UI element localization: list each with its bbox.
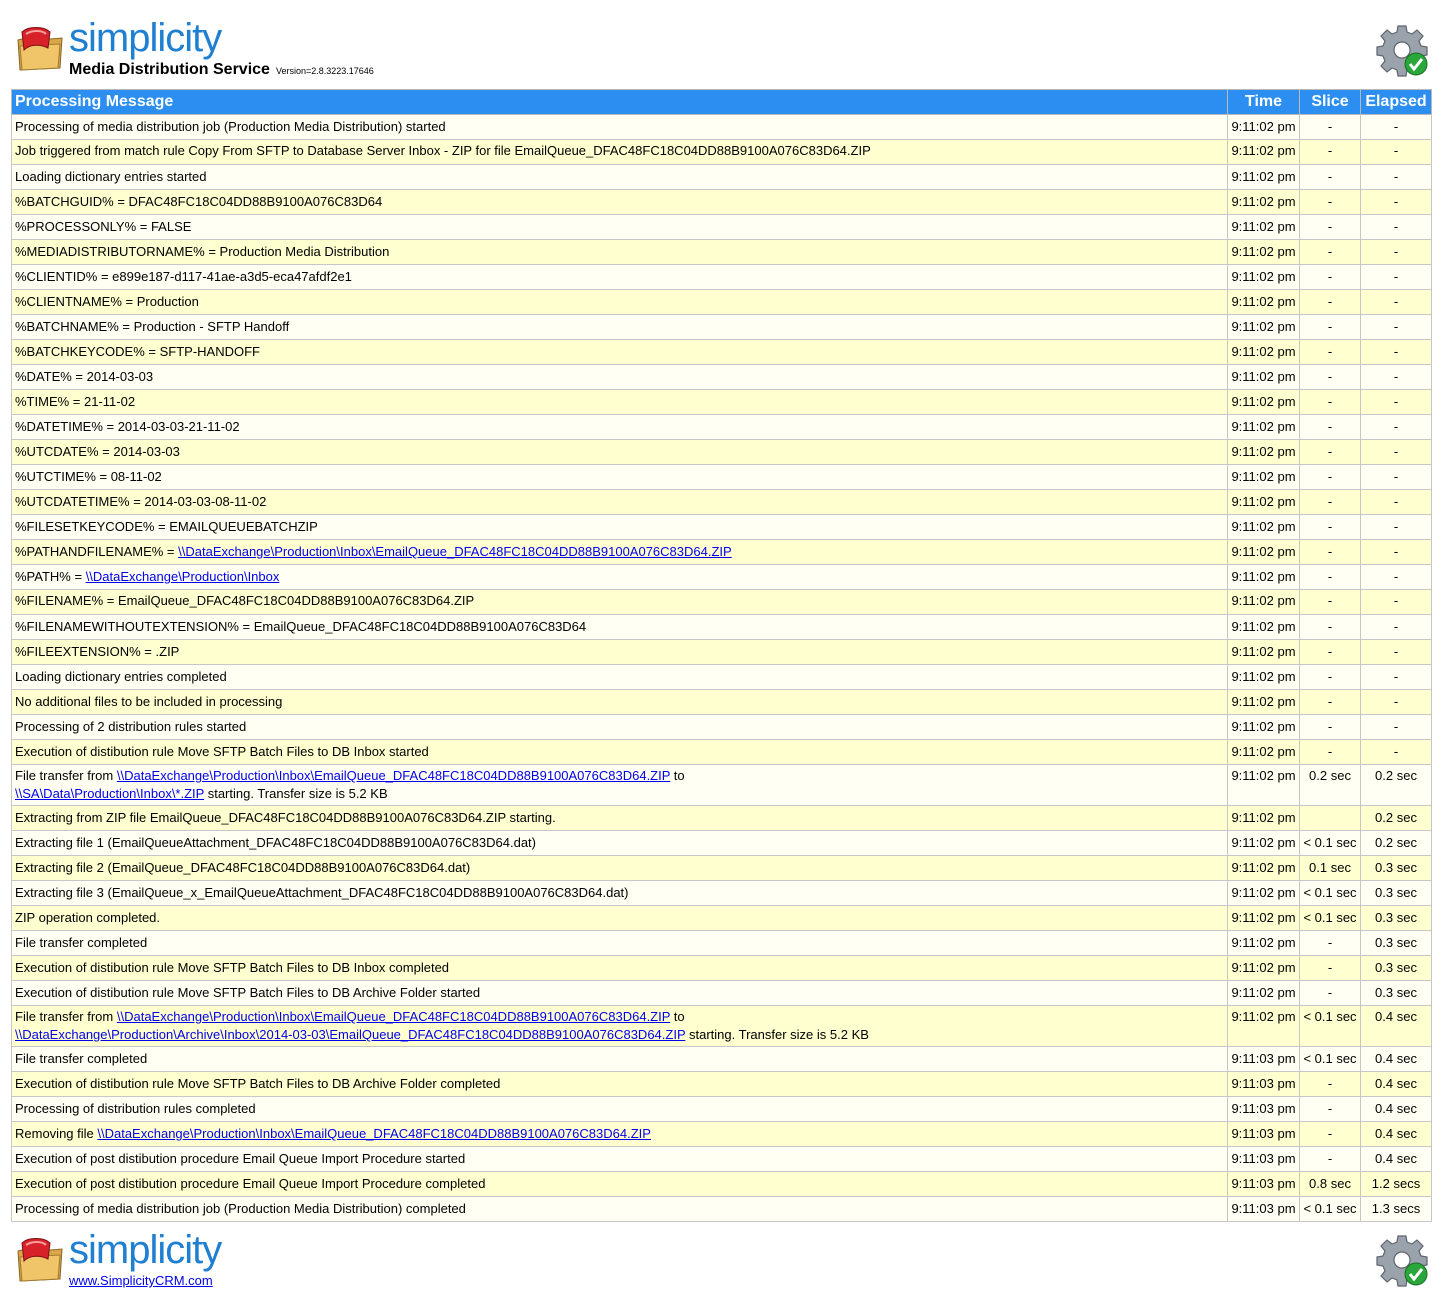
- time-cell: 9:11:03 pm: [1228, 1147, 1300, 1172]
- message-cell: [12, 215, 1228, 240]
- elapsed-cell: -: [1361, 740, 1432, 765]
- time-cell: 9:11:02 pm: [1228, 390, 1300, 415]
- gear-check-icon: [1374, 22, 1430, 78]
- time-cell: 9:11:02 pm: [1228, 240, 1300, 265]
- time-cell: 9:11:02 pm: [1228, 831, 1300, 856]
- slice-cell: 0.2 sec: [1300, 765, 1361, 806]
- elapsed-cell: -: [1361, 165, 1432, 190]
- table-row: [12, 165, 1432, 190]
- message-text: Job triggered from match rule Copy From SFTP to Database Server Inbox - ZIP for file EmailQueue_DFAC48FC18C04DD88B9100A076C83D64.ZIP: [15, 143, 871, 158]
- message-cell: [12, 1072, 1228, 1097]
- elapsed-cell: -: [1361, 590, 1432, 615]
- elapsed-cell: -: [1361, 140, 1432, 165]
- table-row: [12, 515, 1432, 540]
- table-row: [12, 981, 1432, 1006]
- message-cell: [12, 665, 1228, 690]
- elapsed-cell: 0.2 sec: [1361, 831, 1432, 856]
- elapsed-cell: -: [1361, 290, 1432, 315]
- time-cell: 9:11:02 pm: [1228, 515, 1300, 540]
- time-cell: 9:11:02 pm: [1228, 540, 1300, 565]
- time-cell: 9:11:02 pm: [1228, 615, 1300, 640]
- slice-cell: < 0.1 sec: [1300, 881, 1361, 906]
- slice-cell: -: [1300, 640, 1361, 665]
- slice-cell: -: [1300, 140, 1361, 165]
- message-text: Extracting file 1 (EmailQueueAttachment_DFAC48FC18C04DD88B9100A076C83D64.dat): [15, 835, 537, 850]
- time-cell: 9:11:02 pm: [1228, 715, 1300, 740]
- message-text: Loading dictionary entries started: [15, 169, 207, 184]
- table-header-row: [12, 90, 1432, 115]
- slice-cell: -: [1300, 465, 1361, 490]
- message-text: Extracting file 3 (EmailQueue_x_EmailQueueAttachment_DFAC48FC18C04DD88B9100A076C83D64.dat): [15, 885, 629, 900]
- elapsed-cell: -: [1361, 665, 1432, 690]
- elapsed-cell: -: [1361, 540, 1432, 565]
- message-text: Processing of 2 distribution rules started: [15, 719, 247, 734]
- message-text: %BATCHKEYCODE% = SFTP-HANDOFF: [15, 344, 260, 359]
- slice-cell: -: [1300, 240, 1361, 265]
- table-row: [12, 1097, 1432, 1122]
- elapsed-cell: 0.4 sec: [1361, 1006, 1432, 1047]
- time-cell: 9:11:03 pm: [1228, 1122, 1300, 1147]
- page-title: [69, 60, 374, 81]
- table-row: [12, 906, 1432, 931]
- table-row: [12, 806, 1432, 831]
- time-cell: 9:11:02 pm: [1228, 140, 1300, 165]
- slice-cell: < 0.1 sec: [1300, 906, 1361, 931]
- table-row: [12, 1122, 1432, 1147]
- elapsed-cell: -: [1361, 615, 1432, 640]
- file-path-link[interactable]: \\DataExchange\Production\Inbox\EmailQueue_DFAC48FC18C04DD88B9100A076C83D64.ZIP: [116, 1009, 671, 1024]
- time-cell: 9:11:02 pm: [1228, 981, 1300, 1006]
- elapsed-cell: 0.3 sec: [1361, 906, 1432, 931]
- message-text: %PATHANDFILENAME% =: [15, 544, 179, 559]
- slice-cell: -: [1300, 956, 1361, 981]
- message-cell: [12, 340, 1228, 365]
- time-cell: 9:11:02 pm: [1228, 856, 1300, 881]
- message-text: %MEDIADISTRIBUTORNAME% = Production Media Distribution: [15, 244, 390, 259]
- message-cell: [12, 540, 1228, 565]
- table-row: [12, 831, 1432, 856]
- column-header-time: Time: [1228, 90, 1300, 115]
- message-cell: [12, 831, 1228, 856]
- message-cell: [12, 290, 1228, 315]
- message-cell: [12, 465, 1228, 490]
- message-cell: [12, 856, 1228, 881]
- message-cell: [12, 765, 1228, 806]
- table-row: [12, 490, 1432, 515]
- slice-cell: -: [1300, 931, 1361, 956]
- elapsed-cell: -: [1361, 365, 1432, 390]
- elapsed-cell: -: [1361, 190, 1432, 215]
- message-text: Loading dictionary entries completed: [15, 669, 227, 684]
- elapsed-cell: 0.3 sec: [1361, 856, 1432, 881]
- table-row: [12, 465, 1432, 490]
- message-cell: [12, 1047, 1228, 1072]
- message-cell: [12, 1097, 1228, 1122]
- table-row: [12, 1047, 1432, 1072]
- elapsed-cell: -: [1361, 265, 1432, 290]
- table-row: [12, 540, 1432, 565]
- time-cell: 9:11:02 pm: [1228, 165, 1300, 190]
- slice-cell: -: [1300, 115, 1361, 140]
- time-cell: 9:11:02 pm: [1228, 931, 1300, 956]
- message-text: %UTCTIME% = 08-11-02: [15, 469, 162, 484]
- message-text: File transfer from: [15, 768, 117, 783]
- time-cell: 9:11:02 pm: [1228, 956, 1300, 981]
- elapsed-cell: -: [1361, 390, 1432, 415]
- elapsed-cell: -: [1361, 465, 1432, 490]
- message-text: %UTCDATE% = 2014-03-03: [15, 444, 180, 459]
- slice-cell: -: [1300, 190, 1361, 215]
- time-cell: 9:11:02 pm: [1228, 190, 1300, 215]
- table-row: [12, 1172, 1432, 1197]
- message-text: No additional files to be included in processing: [15, 694, 283, 709]
- page-header: [0, 0, 1442, 88]
- message-cell: [12, 565, 1228, 590]
- message-text: %BATCHGUID% = DFAC48FC18C04DD88B9100A076C83D64: [15, 194, 383, 209]
- message-text: Processing of media distribution job (Production Media Distribution) started: [15, 119, 446, 134]
- column-header-message: Processing Message: [12, 90, 1228, 115]
- time-cell: 9:11:02 pm: [1228, 1006, 1300, 1047]
- elapsed-cell: -: [1361, 215, 1432, 240]
- time-cell: 9:11:02 pm: [1228, 340, 1300, 365]
- table-row: [12, 315, 1432, 340]
- table-row: [12, 640, 1432, 665]
- message-cell: [12, 115, 1228, 140]
- slice-cell: -: [1300, 1122, 1361, 1147]
- message-text: ZIP operation completed.: [15, 910, 161, 925]
- time-cell: 9:11:02 pm: [1228, 640, 1300, 665]
- message-text: %PROCESSONLY% = FALSE: [15, 219, 192, 234]
- time-cell: 9:11:03 pm: [1228, 1172, 1300, 1197]
- page-footer: [0, 1224, 1442, 1304]
- time-cell: 9:11:02 pm: [1228, 215, 1300, 240]
- table-row: [12, 215, 1432, 240]
- time-cell: 9:11:02 pm: [1228, 690, 1300, 715]
- message-text: to: [670, 1009, 685, 1024]
- version-label: Version=2.8.3223.17646: [275, 66, 374, 76]
- slice-cell: -: [1300, 590, 1361, 615]
- service-title: Media Distribution Service: [69, 61, 270, 78]
- time-cell: 9:11:02 pm: [1228, 740, 1300, 765]
- file-path-link[interactable]: \\DataExchange\Production\Inbox\EmailQueue_DFAC48FC18C04DD88B9100A076C83D64.ZIP: [178, 544, 732, 559]
- message-cell: [12, 240, 1228, 265]
- table-row: [12, 265, 1432, 290]
- file-path-link[interactable]: \\DataExchange\Production\Inbox\EmailQueue_DFAC48FC18C04DD88B9100A076C83D64.ZIP: [116, 768, 671, 783]
- slice-cell: -: [1300, 390, 1361, 415]
- slice-cell: -: [1300, 340, 1361, 365]
- slice-cell: -: [1300, 715, 1361, 740]
- message-cell: [12, 740, 1228, 765]
- message-cell: [12, 1122, 1228, 1147]
- table-row: [12, 690, 1432, 715]
- elapsed-cell: 1.2 secs: [1361, 1172, 1432, 1197]
- table-row: [12, 665, 1432, 690]
- table-row: [12, 240, 1432, 265]
- time-cell: 9:11:02 pm: [1228, 440, 1300, 465]
- elapsed-cell: -: [1361, 415, 1432, 440]
- elapsed-cell: 0.4 sec: [1361, 1047, 1432, 1072]
- time-cell: 9:11:02 pm: [1228, 881, 1300, 906]
- elapsed-cell: 0.4 sec: [1361, 1097, 1432, 1122]
- message-cell: [12, 931, 1228, 956]
- message-text: Execution of distibution rule Move SFTP Batch Files to DB Archive Folder started: [15, 985, 481, 1000]
- time-cell: 9:11:02 pm: [1228, 365, 1300, 390]
- message-text: Execution of post distibution procedure Email Queue Import Procedure started: [15, 1151, 466, 1166]
- message-text: %TIME% = 21-11-02: [15, 394, 136, 409]
- elapsed-cell: 0.4 sec: [1361, 1122, 1432, 1147]
- elapsed-cell: -: [1361, 640, 1432, 665]
- folder-logo-icon: [14, 1237, 66, 1283]
- file-path-link[interactable]: \\DataExchange\Production\Inbox\EmailQueue_DFAC48FC18C04DD88B9100A076C83D64.ZIP: [97, 1126, 651, 1141]
- elapsed-cell: -: [1361, 490, 1432, 515]
- message-cell: [12, 640, 1228, 665]
- table-row: [12, 956, 1432, 981]
- message-text: %UTCDATETIME% = 2014-03-03-08-11-02: [15, 494, 267, 509]
- slice-cell: -: [1300, 415, 1361, 440]
- table-row: [12, 881, 1432, 906]
- website-link[interactable]: www.SimplicityCRM.com: [69, 1273, 213, 1288]
- column-header-elapsed: Elapsed: [1361, 90, 1432, 115]
- message-cell: [12, 881, 1228, 906]
- slice-cell: -: [1300, 265, 1361, 290]
- slice-cell: -: [1300, 981, 1361, 1006]
- slice-cell: -: [1300, 1147, 1361, 1172]
- processing-log-table: [11, 89, 1432, 1222]
- time-cell: 9:11:02 pm: [1228, 490, 1300, 515]
- message-text: %FILEEXTENSION% = .ZIP: [15, 644, 180, 659]
- table-row: [12, 856, 1432, 881]
- elapsed-cell: 1.3 secs: [1361, 1197, 1432, 1222]
- message-cell: [12, 956, 1228, 981]
- message-text: Processing of media distribution job (Production Media Distribution) completed: [15, 1201, 466, 1216]
- elapsed-cell: -: [1361, 340, 1432, 365]
- table-row: [12, 565, 1432, 590]
- slice-cell: -: [1300, 290, 1361, 315]
- slice-cell: -: [1300, 565, 1361, 590]
- table-row: [12, 290, 1432, 315]
- message-cell: [12, 365, 1228, 390]
- time-cell: 9:11:02 pm: [1228, 265, 1300, 290]
- message-text: starting. Transfer size is 5.2 KB: [204, 786, 388, 801]
- time-cell: 9:11:03 pm: [1228, 1072, 1300, 1097]
- time-cell: 9:11:02 pm: [1228, 565, 1300, 590]
- message-text: %DATETIME% = 2014-03-03-21-11-02: [15, 419, 240, 434]
- message-text: %CLIENTNAME% = Production: [15, 294, 199, 309]
- slice-cell: < 0.1 sec: [1300, 1006, 1361, 1047]
- file-path-link[interactable]: \\SA\Data\Production\Inbox\*.ZIP: [15, 786, 205, 801]
- message-cell: [12, 1006, 1228, 1047]
- time-cell: 9:11:02 pm: [1228, 115, 1300, 140]
- time-cell: 9:11:03 pm: [1228, 1047, 1300, 1072]
- elapsed-cell: 0.3 sec: [1361, 981, 1432, 1006]
- message-text: %FILENAMEWITHOUTEXTENSION% = EmailQueue_DFAC48FC18C04DD88B9100A076C83D64: [15, 619, 587, 634]
- elapsed-cell: 0.3 sec: [1361, 881, 1432, 906]
- elapsed-cell: 0.2 sec: [1361, 806, 1432, 831]
- file-path-link[interactable]: \\DataExchange\Production\Inbox: [85, 569, 280, 584]
- message-cell: [12, 806, 1228, 831]
- time-cell: 9:11:02 pm: [1228, 665, 1300, 690]
- elapsed-cell: -: [1361, 715, 1432, 740]
- message-text: File transfer completed: [15, 935, 148, 950]
- time-cell: 9:11:03 pm: [1228, 1197, 1300, 1222]
- table-row: [12, 115, 1432, 140]
- slice-cell: -: [1300, 615, 1361, 640]
- slice-cell: -: [1300, 490, 1361, 515]
- table-row: [12, 365, 1432, 390]
- message-cell: [12, 415, 1228, 440]
- slice-cell: [1300, 806, 1361, 831]
- slice-cell: -: [1300, 1072, 1361, 1097]
- elapsed-cell: -: [1361, 690, 1432, 715]
- table-row: [12, 140, 1432, 165]
- slice-cell: -: [1300, 1097, 1361, 1122]
- message-cell: [12, 515, 1228, 540]
- file-path-link[interactable]: \\DataExchange\Production\Archive\Inbox\2014-03-03\EmailQueue_DFAC48FC18C04DD88B9100A076C83D64.ZIP: [15, 1027, 686, 1042]
- elapsed-cell: 0.2 sec: [1361, 765, 1432, 806]
- table-row: [12, 931, 1432, 956]
- message-text: %CLIENTID% = e899e187-d117-41ae-a3d5-eca47afdf2e1: [15, 269, 352, 284]
- elapsed-cell: -: [1361, 315, 1432, 340]
- message-cell: [12, 981, 1228, 1006]
- message-text: Extracting from ZIP file EmailQueue_DFAC48FC18C04DD88B9100A076C83D64.ZIP starting.: [15, 810, 556, 825]
- time-cell: 9:11:02 pm: [1228, 806, 1300, 831]
- column-header-slice: Slice: [1300, 90, 1361, 115]
- slice-cell: < 0.1 sec: [1300, 1047, 1361, 1072]
- time-cell: 9:11:02 pm: [1228, 465, 1300, 490]
- message-text: Removing file: [15, 1126, 98, 1141]
- message-text: Processing of distribution rules completed: [15, 1101, 256, 1116]
- table-row: [12, 415, 1432, 440]
- slice-cell: -: [1300, 540, 1361, 565]
- slice-cell: -: [1300, 740, 1361, 765]
- brand-logo-text: simplicity: [69, 16, 222, 60]
- message-text: starting. Transfer size is 5.2 KB: [685, 1027, 869, 1042]
- table-row: [12, 1147, 1432, 1172]
- message-text: Execution of distibution rule Move SFTP Batch Files to DB Archive Folder completed: [15, 1076, 501, 1091]
- message-cell: [12, 165, 1228, 190]
- message-text: File transfer completed: [15, 1051, 148, 1066]
- elapsed-cell: -: [1361, 240, 1432, 265]
- time-cell: 9:11:02 pm: [1228, 906, 1300, 931]
- table-row: [12, 1072, 1432, 1097]
- message-text: %BATCHNAME% = Production - SFTP Handoff: [15, 319, 290, 334]
- slice-cell: 0.8 sec: [1300, 1172, 1361, 1197]
- time-cell: 9:11:02 pm: [1228, 315, 1300, 340]
- table-row: [12, 590, 1432, 615]
- folder-logo-icon: [14, 26, 66, 72]
- gear-check-icon: [1374, 1232, 1430, 1288]
- message-text: to: [670, 768, 685, 783]
- message-cell: [12, 715, 1228, 740]
- table-row: [12, 190, 1432, 215]
- footer-brand-logo-text: simplicity: [69, 1228, 222, 1272]
- slice-cell: -: [1300, 165, 1361, 190]
- message-cell: [12, 265, 1228, 290]
- table-row: [12, 740, 1432, 765]
- slice-cell: -: [1300, 690, 1361, 715]
- message-cell: [12, 1197, 1228, 1222]
- slice-cell: -: [1300, 365, 1361, 390]
- table-row: [12, 440, 1432, 465]
- table-row: [12, 390, 1432, 415]
- message-cell: [12, 440, 1228, 465]
- message-text: Execution of distibution rule Move SFTP Batch Files to DB Inbox completed: [15, 960, 450, 975]
- time-cell: 9:11:03 pm: [1228, 1097, 1300, 1122]
- message-cell: [12, 390, 1228, 415]
- message-cell: [12, 1172, 1228, 1197]
- message-cell: [12, 690, 1228, 715]
- slice-cell: -: [1300, 665, 1361, 690]
- elapsed-cell: 0.3 sec: [1361, 931, 1432, 956]
- message-cell: [12, 190, 1228, 215]
- slice-cell: 0.1 sec: [1300, 856, 1361, 881]
- slice-cell: < 0.1 sec: [1300, 1197, 1361, 1222]
- message-cell: [12, 315, 1228, 340]
- elapsed-cell: 0.4 sec: [1361, 1072, 1432, 1097]
- elapsed-cell: 0.4 sec: [1361, 1147, 1432, 1172]
- log-body: [12, 115, 1432, 1222]
- time-cell: 9:11:02 pm: [1228, 415, 1300, 440]
- elapsed-cell: -: [1361, 440, 1432, 465]
- message-text: Execution of post distibution procedure Email Queue Import Procedure completed: [15, 1176, 486, 1191]
- slice-cell: -: [1300, 215, 1361, 240]
- time-cell: 9:11:02 pm: [1228, 765, 1300, 806]
- message-text: %PATH% =: [15, 569, 86, 584]
- slice-cell: -: [1300, 315, 1361, 340]
- table-row: [12, 715, 1432, 740]
- message-text: %FILESETKEYCODE% = EMAILQUEUEBATCHZIP: [15, 519, 318, 534]
- elapsed-cell: -: [1361, 565, 1432, 590]
- table-row: [12, 765, 1432, 806]
- message-text: Execution of distibution rule Move SFTP Batch Files to DB Inbox started: [15, 744, 429, 759]
- message-cell: [12, 615, 1228, 640]
- message-cell: [12, 590, 1228, 615]
- message-cell: [12, 490, 1228, 515]
- message-text: File transfer from: [15, 1009, 117, 1024]
- elapsed-cell: -: [1361, 515, 1432, 540]
- message-cell: [12, 140, 1228, 165]
- table-row: [12, 615, 1432, 640]
- elapsed-cell: -: [1361, 115, 1432, 140]
- table-row: [12, 340, 1432, 365]
- time-cell: 9:11:02 pm: [1228, 590, 1300, 615]
- message-text: Extracting file 2 (EmailQueue_DFAC48FC18C04DD88B9100A076C83D64.dat): [15, 860, 471, 875]
- message-cell: [12, 906, 1228, 931]
- table-row: [12, 1006, 1432, 1047]
- table-row: [12, 1197, 1432, 1222]
- slice-cell: -: [1300, 515, 1361, 540]
- message-cell: [12, 1147, 1228, 1172]
- message-text: %DATE% = 2014-03-03: [15, 369, 154, 384]
- message-text: %FILENAME% = EmailQueue_DFAC48FC18C04DD88B9100A076C83D64.ZIP: [15, 593, 475, 608]
- slice-cell: -: [1300, 440, 1361, 465]
- elapsed-cell: 0.3 sec: [1361, 956, 1432, 981]
- slice-cell: < 0.1 sec: [1300, 831, 1361, 856]
- time-cell: 9:11:02 pm: [1228, 290, 1300, 315]
